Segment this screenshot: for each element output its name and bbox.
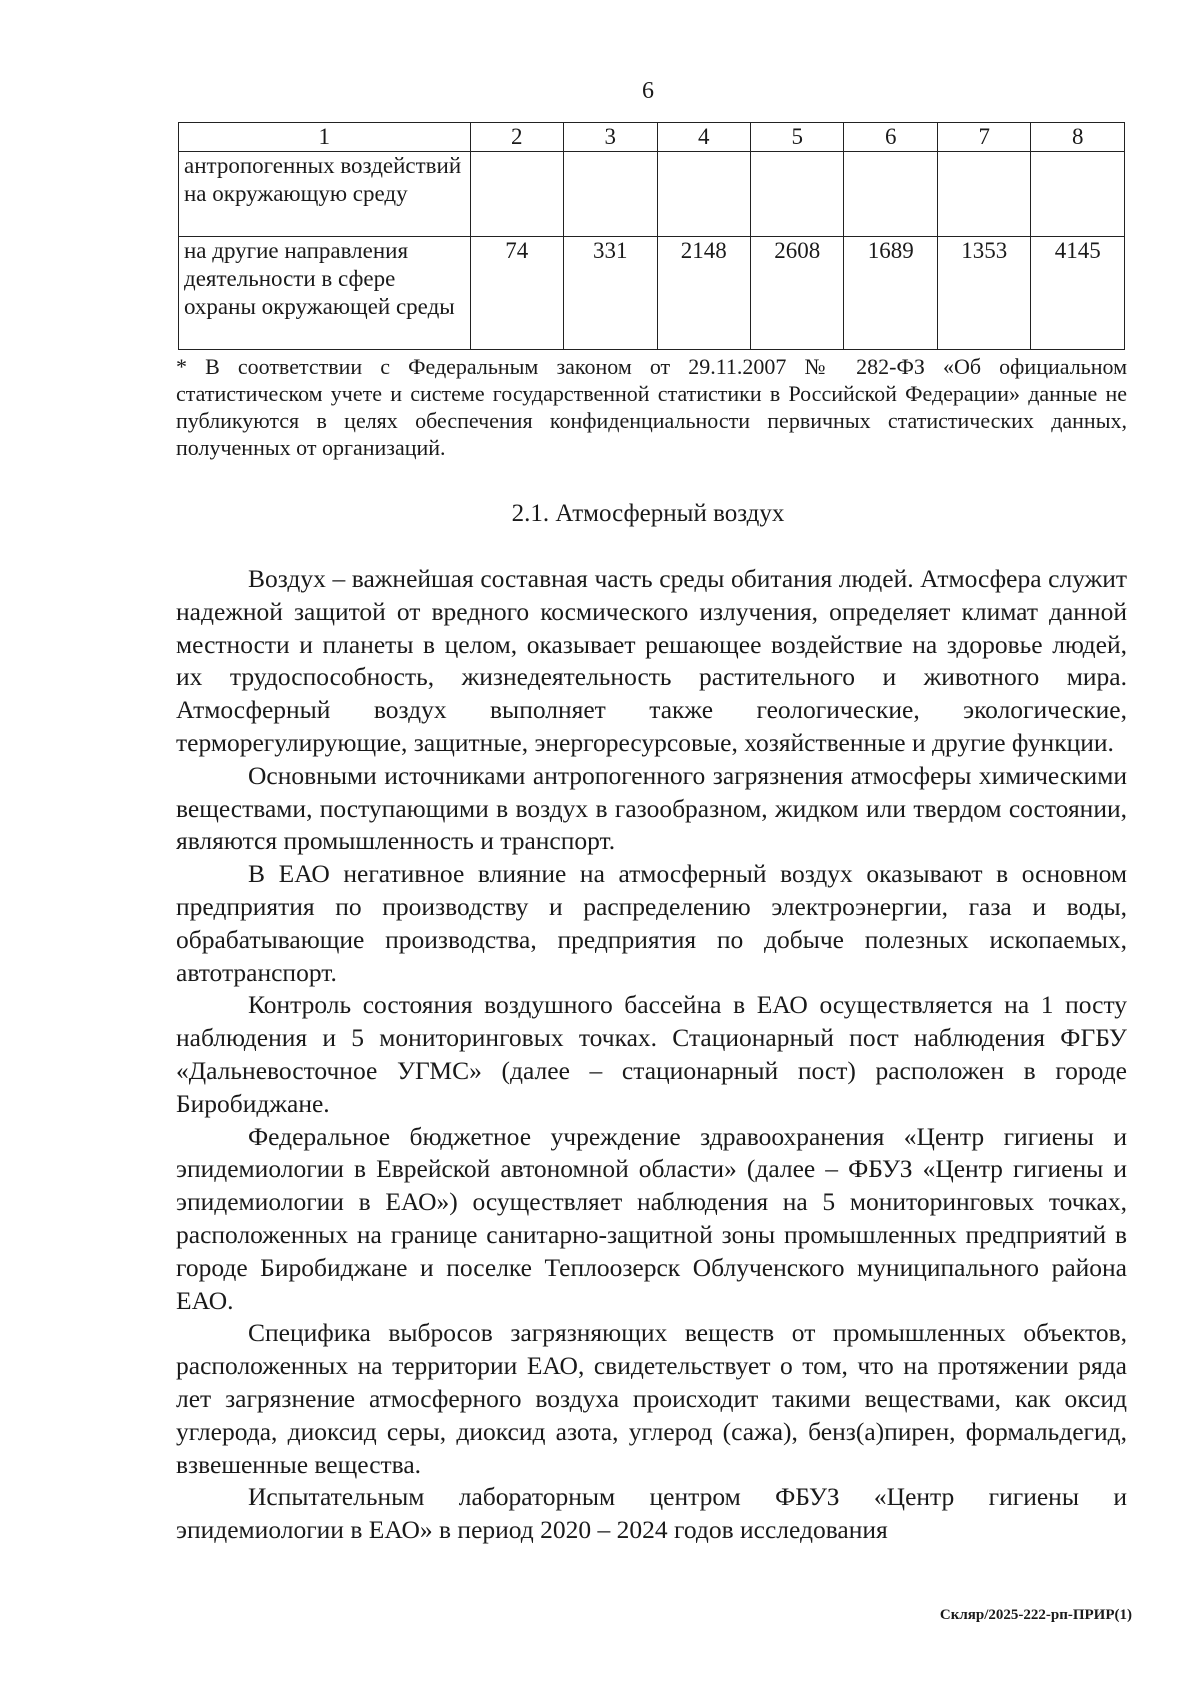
column-header: 4 bbox=[657, 123, 750, 152]
column-header: 2 bbox=[470, 123, 563, 152]
table-cell bbox=[1031, 152, 1125, 237]
paragraph: Контроль состояния воздушного бассейна в ЕАО осуществляется на 1 посту наблюдения и 5 мониторинговых точках. Стационарный пост наблюдения ФГБУ «Дальневосточное УГМС» (далее – стационарный пост) расположен в городе Биробиджане. bbox=[176, 990, 1127, 1118]
body-text bbox=[176, 563, 1127, 1547]
section-heading: 2.1. Атмосферный воздух bbox=[511, 500, 785, 527]
paragraph: Воздух – важнейшая составная часть среды обитания людей. Атмосфера служит надежной защитой от вредного космического излучения, определяет климат данной местности и планеты в целом, оказывает решающее воздействие на здоровье людей, их трудоспособность, жизнедеятельность растительного и животного мира. Атмосферный воздух выполняет также геологические, экологические, терморегулирующие, защитные, энергоресурсовые, хозяйственные и другие функции. bbox=[176, 564, 1127, 757]
paragraph: Федеральное бюджетное учреждение здравоохранения «Центр гигиены и эпидемиологии в Еврейской автономной области» (далее – ФБУЗ «Центр гигиены и эпидемиологии в ЕАО») осуществляет наблюдения на 5 мониторинговых точках, расположенных на границе санитарно-защитной зоны промышленных предприятий в городе Биробиджане и поселке Теплоозерск Облученского муниципального района ЕАО. bbox=[176, 1121, 1127, 1315]
table-cell: 2608 bbox=[750, 237, 843, 350]
column-header: 3 bbox=[564, 123, 657, 152]
table-cell bbox=[937, 152, 1030, 237]
table-cell bbox=[470, 152, 563, 237]
expenditure-table bbox=[178, 122, 1125, 350]
table-cell bbox=[564, 152, 657, 237]
paragraph: В ЕАО негативное влияние на атмосферный воздух оказывают в основном предприятия по производству и распределению электроэнергии, газа и воды, обрабатывающие производства, предприятия по добыче полезных ископаемых, автотранспорт. bbox=[176, 859, 1127, 987]
paragraph: Специфика выбросов загрязняющих веществ от промышленных объектов, расположенных на территории ЕАО, свидетельствует о том, что на протяжении ряда лет загрязнение атмосферного воздуха происходит такими веществами, как оксид углерода, диоксид серы, диоксид азота, углерод (сажа), бенз(а)пирен, формальдегид, взвешенные вещества. bbox=[176, 1318, 1127, 1479]
page-number: 6 bbox=[642, 78, 654, 104]
table-cell: 74 bbox=[470, 237, 563, 350]
table-cell: 4145 bbox=[1031, 237, 1125, 350]
table-cell bbox=[657, 152, 750, 237]
table-row bbox=[179, 237, 1125, 350]
column-header: 1 bbox=[179, 123, 471, 152]
document-code: Скляр/2025-222-рп-ПРИР(1) bbox=[939, 1607, 1132, 1623]
table-cell bbox=[750, 152, 843, 237]
row-label: на другие направления деятельности в сфере охраны окружающей среды bbox=[179, 237, 471, 350]
column-header: 8 bbox=[1031, 123, 1125, 152]
table-row bbox=[179, 152, 1125, 237]
table-cell: 1689 bbox=[844, 237, 937, 350]
column-header: 6 bbox=[844, 123, 937, 152]
table-cell: 2148 bbox=[657, 237, 750, 350]
column-header: 5 bbox=[750, 123, 843, 152]
table-cell: 331 bbox=[564, 237, 657, 350]
row-label: антропогенных воздействий на окружающую среду bbox=[179, 152, 471, 237]
paragraph: Основными источниками антропогенного загрязнения атмосферы химическими веществами, поступающими в воздух в газообразном, жидком или твердом состоянии, являются промышленность и транспорт. bbox=[176, 760, 1127, 856]
paragraph: Испытательным лабораторным центром ФБУЗ «Центр гигиены и эпидемиологии в ЕАО» в период 2020 – 2024 годов исследования bbox=[176, 1482, 1127, 1545]
table-cell bbox=[844, 152, 937, 237]
table-cell: 1353 bbox=[937, 237, 1030, 350]
column-header: 7 bbox=[937, 123, 1030, 152]
footnote: * В соответствии с Федеральным законом от 29.11.2007 № 282-ФЗ «Об официальном статистическом учете и системе государственной статистики в Российской Федерации» данные не публикуются в целях обеспечения конфиденциальности первичных статистических данных, полученных от организаций. bbox=[176, 354, 1127, 460]
table-header-row bbox=[179, 123, 1125, 152]
